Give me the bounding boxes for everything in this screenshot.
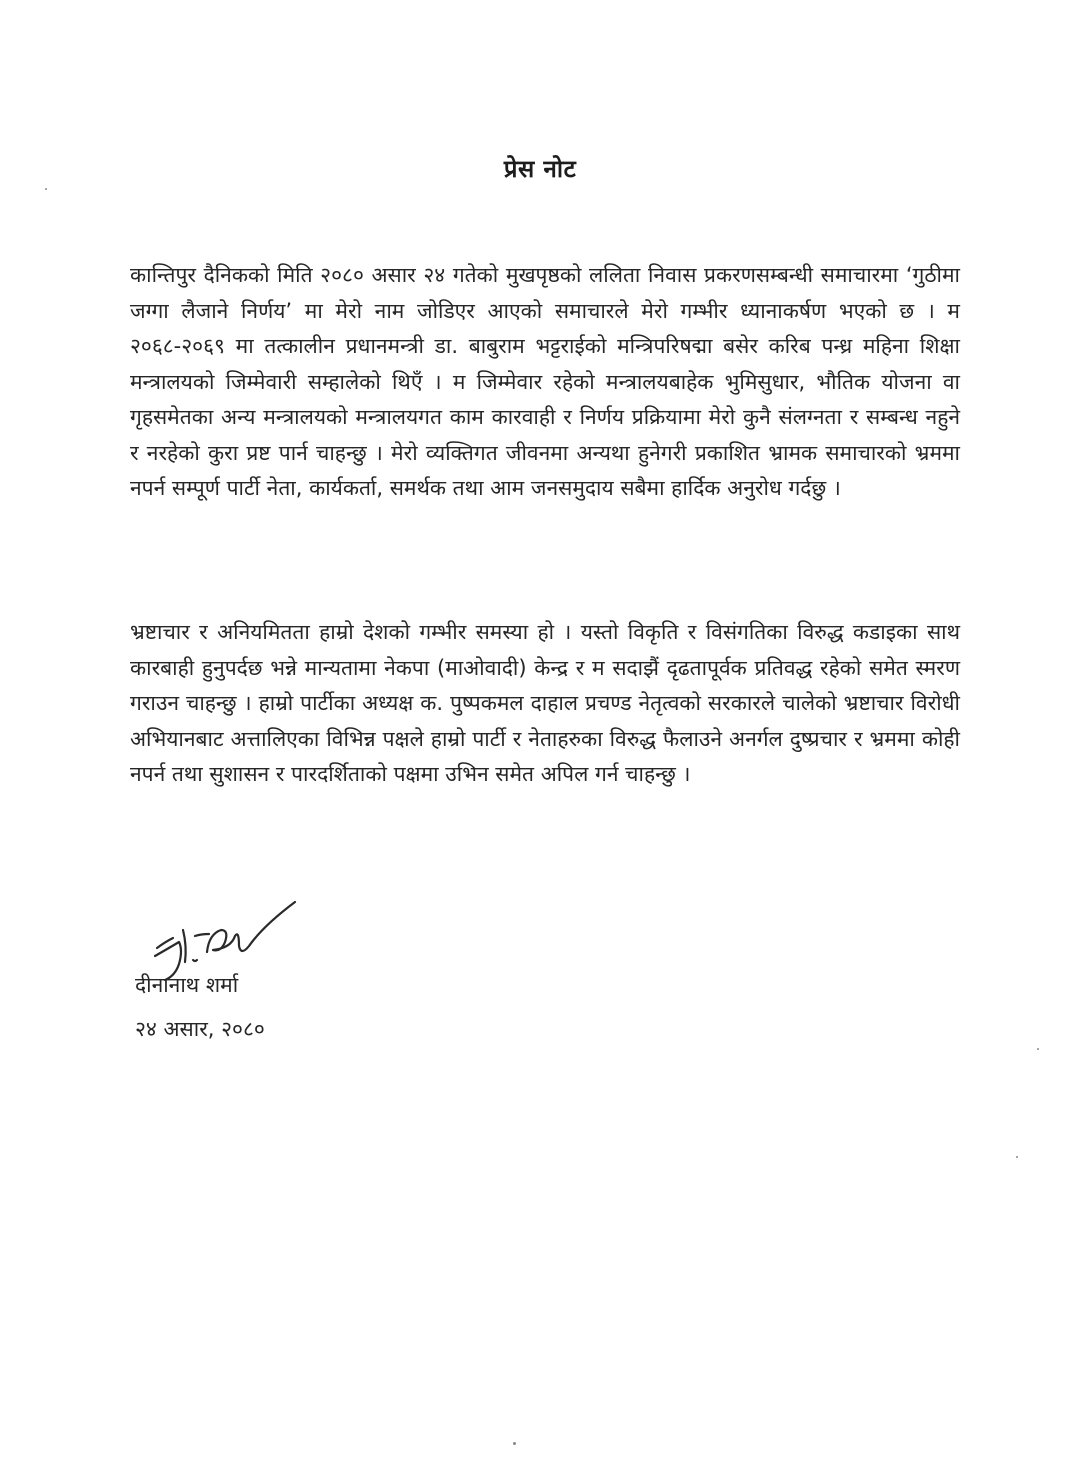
paragraph-1: कान्तिपुर दैनिकको मिति २०८० असार २४ गतेको मुखपृष्ठको ललिता निवास प्रकरणसम्बन्धी समाचारमा ‘गुठीमा जग्गा लैजाने निर्णय’ मा मेरो नाम जोडिएर आएको समाचारले मेरो गम्भीर ध्यानाकर्षण भएको छ । म २०६८-२०६९ मा तत्कालीन प्रधानमन्त्री डा. बाबुराम भट्टराईको मन्त्रिपरिषद्मा बसेर करिब पन्ध्र महिना शिक्षा मन्त्रालयको जिम्मेवारी सम्हालेको थिएँ । म जिम्मेवार रहेको मन्त्रालयबाहेक भुमिसुधार, भौतिक योजना वा गृहसमेतका अन्य मन्त्रालयको मन्त्रालयगत काम कारवाही र निर्णय प्रक्रियामा मेरो कुनै संलग्नता र सम्बन्ध नहुने र नरहेको कुरा प्रष्ट पार्न चाहन्छु । मेरो व्यक्तिगत जीवनमा अन्यथा हुनेगरी प्रकाशित भ्रामक समाचारको भ्रममा नपर्न सम्पूर्ण पार्टी नेता, कार्यकर्ता, समर्थक तथा आम जनसमुदाय सबैमा हार्दिक अनुरोध गर्दछु । <box>130 263 960 500</box>
paragraph-2: भ्रष्टाचार र अनियमितता हाम्रो देशको गम्भीर समस्या हो । यस्तो विकृति र विसंगतिका विरुद्ध कडाइका साथ कारबाही हुनुपर्दछ भन्ने मान्यतामा नेकपा (माओवादी) केन्द्र र म सदाझैं दृढतापूर्वक प्रतिवद्ध रहेको समेत स्मरण गराउन चाहन्छु । हाम्रो पार्टीका अध्यक्ष क. पुष्पकमल दाहाल प्रचण्ड नेतृत्वको सरकारले चालेको भ्रष्टाचार विरोधी अभियानबाट अत्तालिएका विभिन्न पक्षले हाम्रो पार्टी र नेताहरुका विरुद्ध फैलाउने अनर्गल दुष्प्रचार र भ्रममा कोही नपर्न तथा सुशासन र पारदर्शिताको पक्षमा उभिन समेत अपिल गर्न चाहन्छु । <box>130 620 960 786</box>
scan-speck <box>513 1442 516 1445</box>
scan-speck <box>45 188 47 190</box>
signature-block <box>135 890 395 1060</box>
scan-speck <box>1016 1156 1018 1158</box>
document-title: प्रेस नोट <box>503 155 577 183</box>
signature-date: २४ असार, २०८० <box>135 1017 265 1041</box>
signer-name: दीनानाथ शर्मा <box>135 973 239 997</box>
scan-speck <box>1037 1048 1039 1050</box>
